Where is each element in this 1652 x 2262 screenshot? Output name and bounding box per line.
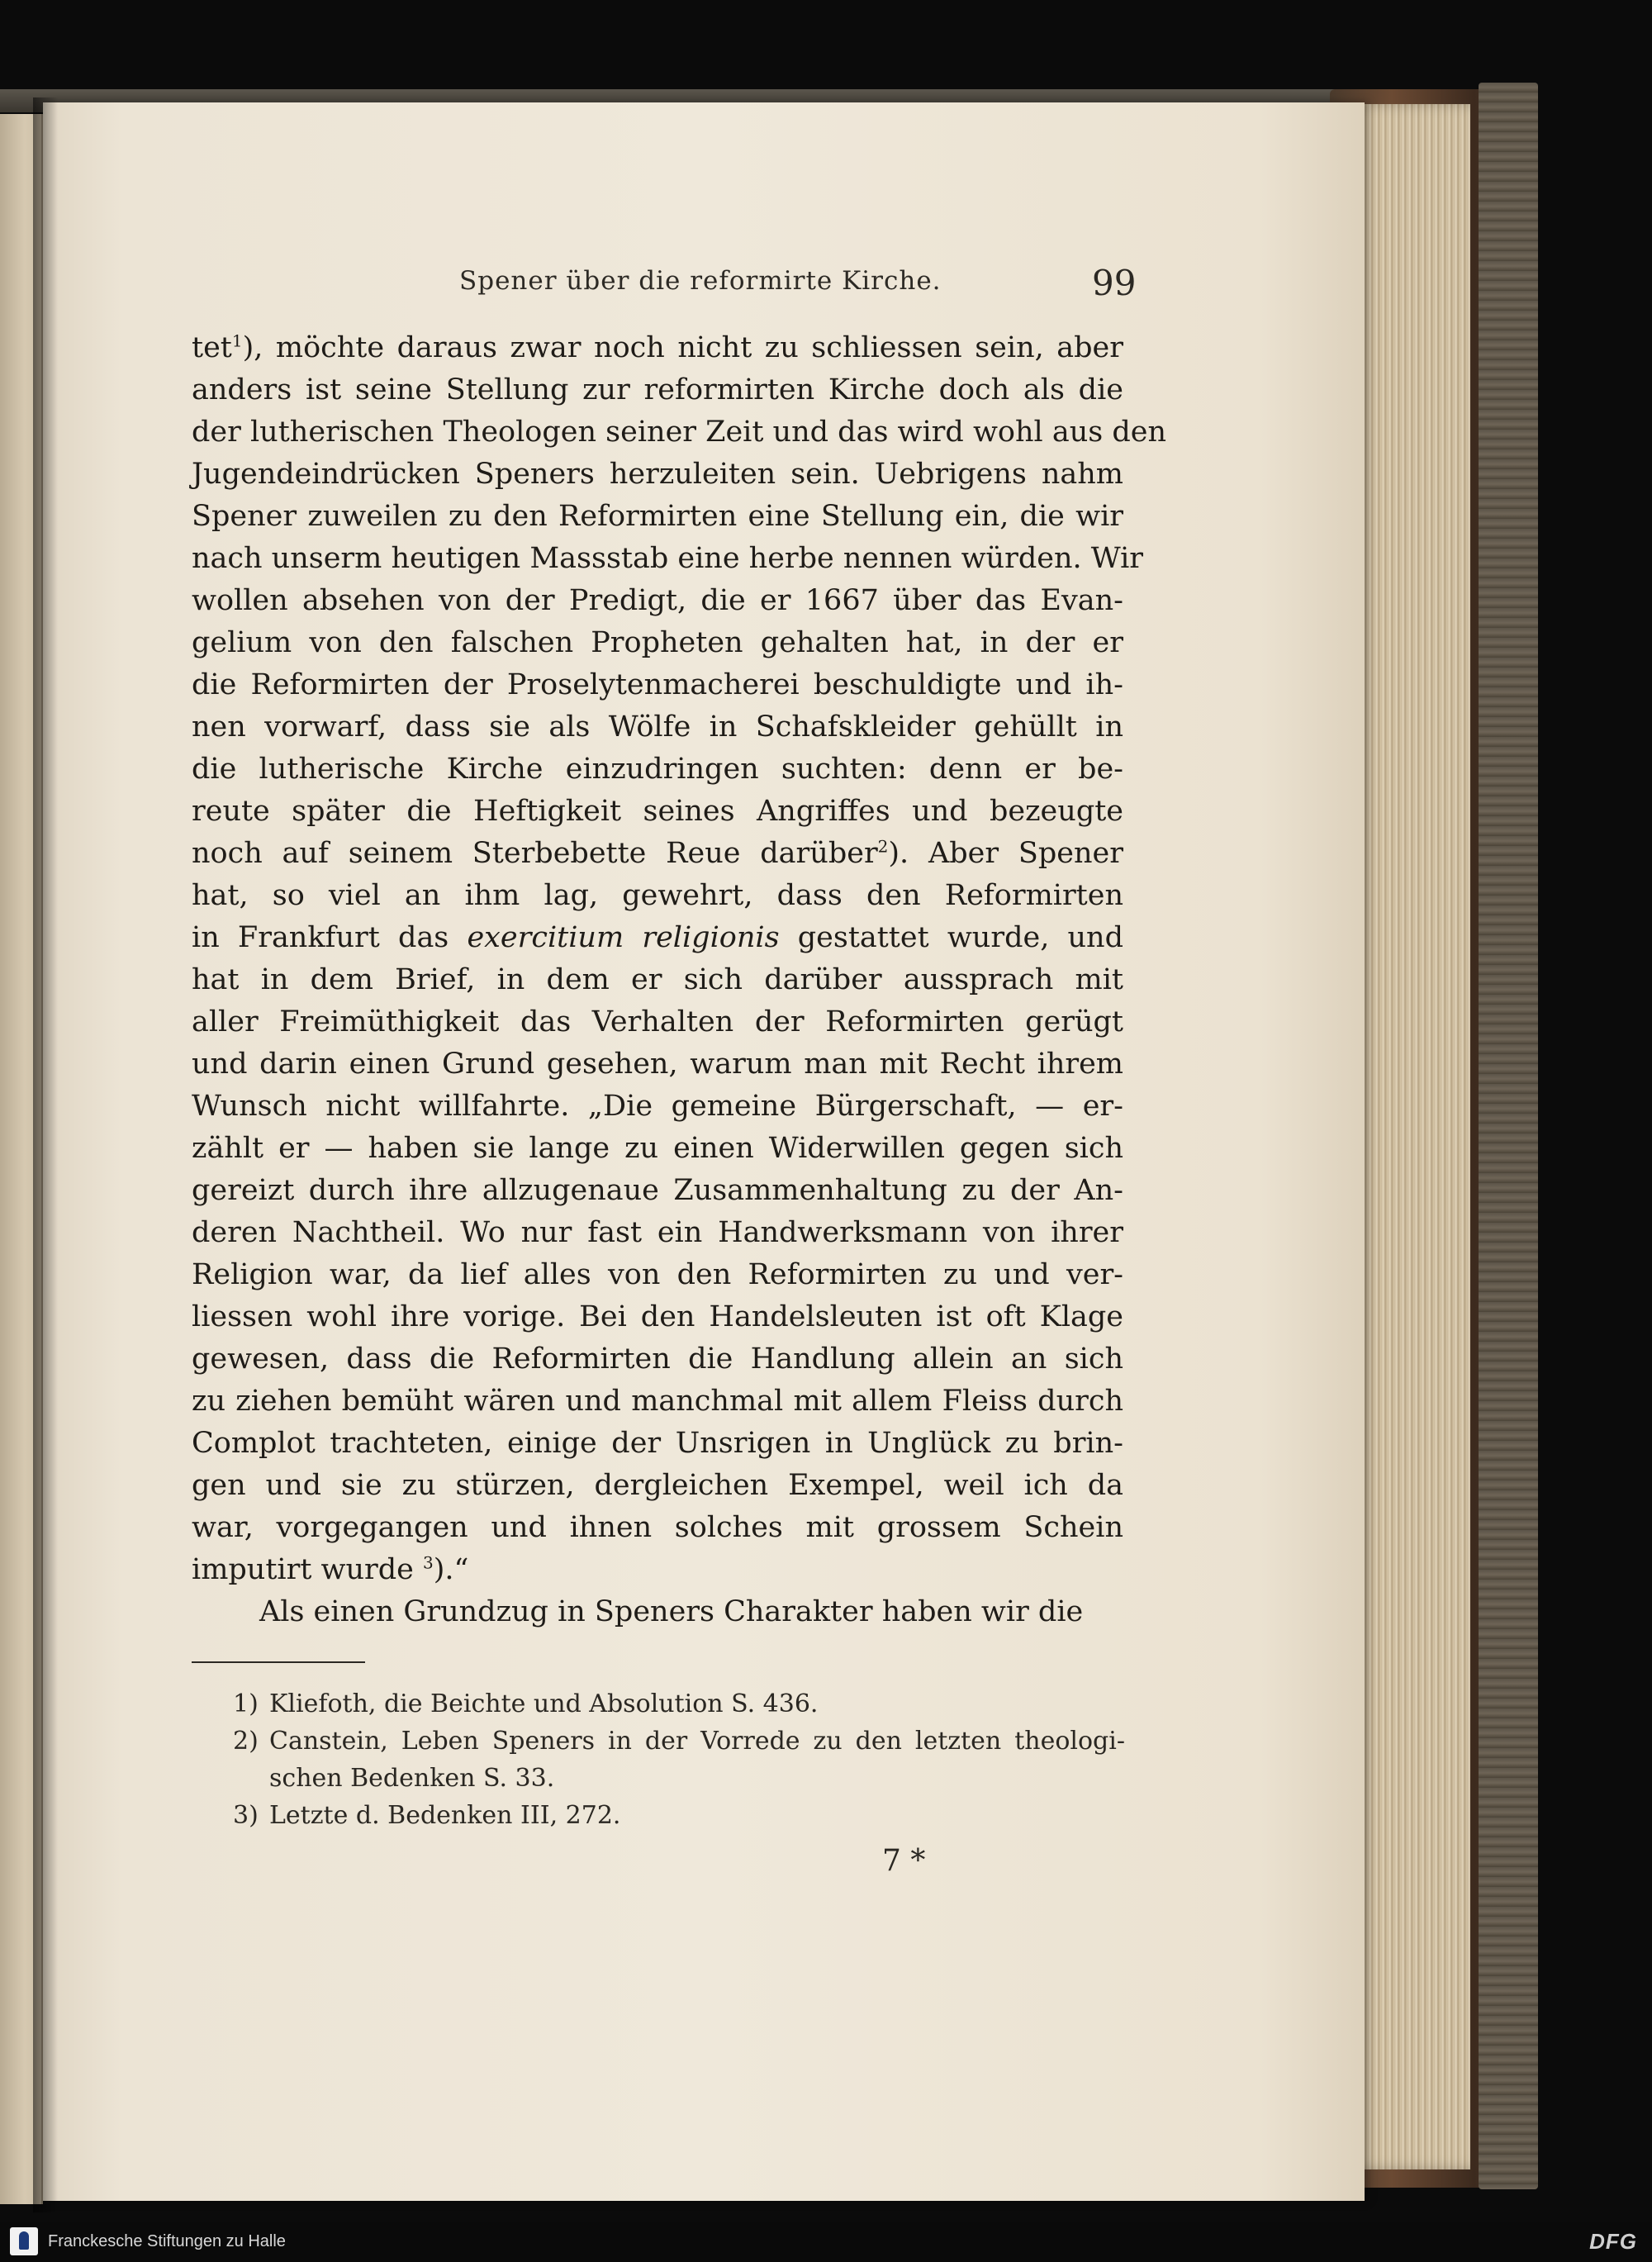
text-line — [192, 959, 1123, 1001]
line-text: Jugendeindrücken Speners herzuleiten sein. Uebrigens nahm — [192, 458, 1123, 491]
line-text: die lutherische Kirche einzudringen suchten: denn er be- — [192, 753, 1123, 786]
footnote-rule — [192, 1661, 365, 1663]
text-line — [192, 622, 1123, 664]
line-text: in Frankfurt das — [192, 921, 468, 954]
text-line — [192, 369, 1123, 411]
text-line — [192, 1380, 1123, 1423]
footnote-mark: 3) — [233, 1801, 259, 1830]
text-line — [192, 791, 1123, 833]
text-line — [192, 833, 1123, 875]
footnote-reference: 2 — [877, 836, 889, 857]
text-line — [192, 1086, 1123, 1128]
line-text: Religion war, da lief alles von den Reformirten zu und ver- — [192, 1258, 1123, 1291]
line-text: hat in dem Brief, in dem er sich darüber aussprach mit — [192, 963, 1123, 996]
running-head: Spener über die reformirte Kirche. — [459, 266, 942, 296]
footnote-reference: 1 — [231, 330, 243, 351]
line-text: noch auf seinem Sterbebette Reue darüber — [192, 837, 878, 870]
line-text: die Reformirten der Proselytenmacherei beschuldigte und ih- — [192, 668, 1123, 701]
text-line — [192, 580, 1123, 622]
line-text: tet — [192, 331, 232, 364]
text-line — [192, 1170, 1123, 1212]
footnote-mark: 2) — [233, 1727, 259, 1756]
cover-spine — [1479, 83, 1538, 2189]
line-text: Als einen Grundzug in Speners Charakter haben wir die — [259, 1595, 1084, 1628]
viewer-footer-bar — [0, 2222, 1652, 2262]
line-text: zählt er — haben sie lange zu einen Widerwillen gegen sich — [192, 1132, 1123, 1165]
text-line — [192, 454, 1123, 496]
text-line — [192, 1212, 1123, 1254]
line-text: ). Aber Spener — [888, 837, 1123, 870]
text-line — [192, 1465, 1123, 1507]
line-text: gereizt durch ihre allzugenaue Zusammenhaltung zu der An- — [192, 1174, 1123, 1207]
line-text: aller Freimüthigkeit das Verhalten der Reformirten gerügt — [192, 1005, 1123, 1038]
text-line — [192, 1043, 1123, 1086]
text-line — [192, 1591, 1123, 1633]
footnote — [233, 1797, 1125, 1834]
signature-mark: 7 * — [882, 1844, 926, 1878]
line-text: nen vorwarf, dass sie als Wölfe in Schafskleider gehüllt in — [192, 710, 1123, 744]
text-line — [192, 1296, 1123, 1338]
text-line — [192, 496, 1123, 538]
text-line — [192, 1001, 1123, 1043]
line-text: anders ist seine Stellung zur reformirten Kirche doch als die — [192, 373, 1123, 406]
footnote-mark: 1) — [233, 1689, 259, 1718]
institution-name: Franckesche Stiftungen zu Halle — [48, 2232, 286, 2250]
line-text: gewesen, dass die Reformirten die Handlung allein an sich — [192, 1342, 1123, 1376]
line-text: liessen wohl ihre vorige. Bei den Handelsleuten ist oft Klage — [192, 1300, 1123, 1333]
page-number: 99 — [1092, 263, 1137, 303]
text-line — [192, 1254, 1123, 1296]
line-text: und darin einen Grund gesehen, warum man mit Recht ihrem — [192, 1048, 1123, 1081]
footnote — [233, 1723, 1125, 1760]
text-line — [192, 1507, 1123, 1549]
body-text — [192, 327, 1166, 1633]
line-text: war, vorgegangen und ihnen solches mit grossem Schein — [192, 1511, 1123, 1544]
line-text: Wunsch nicht willfahrte. „Die gemeine Bürgerschaft, — er- — [192, 1090, 1123, 1123]
footnote-text: Kliefoth, die Beichte und Absolution S. 436. — [269, 1689, 819, 1718]
francke-logo-icon — [10, 2227, 38, 2255]
gutter-shadow — [33, 97, 58, 2212]
footnote-reference: 3 — [422, 1552, 434, 1573]
line-text: gen und sie zu stürzen, dergleichen Exempel, weil ich da — [192, 1469, 1123, 1502]
line-text: reute später die Heftigkeit seines Angriffes und bezeugte — [192, 795, 1123, 828]
line-text: gelium von den falschen Propheten gehalten hat, in der er — [192, 626, 1123, 659]
text-line — [192, 1423, 1123, 1465]
line-text: hat, so viel an ihm lag, gewehrt, dass den Reformirten — [192, 879, 1123, 912]
line-text: imputirt wurde — [192, 1553, 423, 1586]
text-line — [192, 411, 1166, 454]
italic-phrase: exercitium religionis — [467, 921, 780, 954]
text-line — [192, 1549, 1123, 1591]
text-line — [192, 664, 1123, 706]
footnote-text: Canstein, Leben Speners in der Vorrede zu den letzten theologi- — [269, 1727, 1125, 1756]
text-line — [192, 706, 1123, 748]
text-line — [192, 748, 1123, 791]
text-line — [192, 327, 1123, 369]
footnote — [233, 1685, 1125, 1723]
footnotes — [233, 1685, 1125, 1834]
text-line — [192, 875, 1123, 917]
line-text: zu ziehen bemüht wären und manchmal mit allem Fleiss durch — [192, 1385, 1123, 1418]
text-line — [192, 1338, 1123, 1380]
line-text: nach unserm heutigen Massstab eine herbe nennen würden. Wir — [192, 542, 1144, 575]
line-text: deren Nachtheil. Wo nur fast ein Handwerksmann von ihrer — [192, 1216, 1123, 1249]
footnote-text: Letzte d. Bedenken III, 272. — [269, 1801, 621, 1830]
line-text: wollen absehen von der Predigt, die er 1667 über das Evan- — [192, 584, 1123, 617]
line-text: ).“ — [433, 1553, 469, 1586]
text-line — [192, 1128, 1123, 1170]
text-line — [192, 538, 1144, 580]
line-text: ), möchte daraus zwar noch nicht zu schliessen sein, aber — [242, 331, 1123, 364]
line-text: Spener zuweilen zu den Reformirten eine Stellung ein, die wir — [192, 500, 1123, 533]
line-text: der lutherischen Theologen seiner Zeit und das wird wohl aus den — [192, 416, 1166, 449]
dfg-logo: DFG — [1589, 2229, 1637, 2254]
text-line — [192, 917, 1123, 959]
line-text: gestattet wurde, und — [779, 921, 1123, 954]
footnote-continuation: schen Bedenken S. 33. — [269, 1764, 555, 1793]
line-text: Complot trachteten, einige der Unsrigen in Unglück zu brin- — [192, 1427, 1123, 1460]
